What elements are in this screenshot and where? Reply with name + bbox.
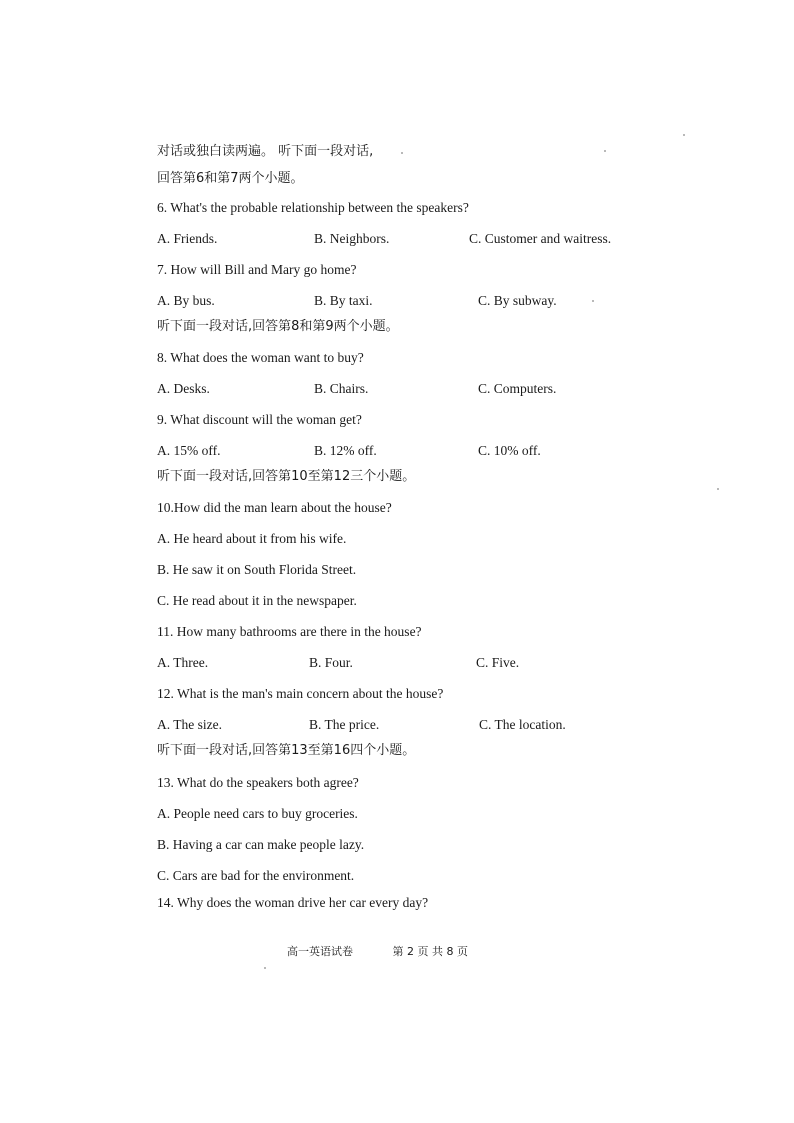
q7-option-a: A. By bus.: [157, 293, 215, 308]
scan-speck: [401, 152, 403, 154]
section-instruction-q6-7: 回答第6和第7两个小题。: [157, 171, 304, 186]
q13-option-b: B. Having a car can make people lazy.: [157, 837, 365, 852]
q8-option-c: C. Computers.: [478, 381, 557, 396]
scan-speck: [717, 488, 719, 490]
page-footer: [287, 943, 474, 959]
question-6: 6. What's the probable relationship between the speakers?: [157, 200, 469, 215]
q7-option-c: C. By subway.: [478, 293, 557, 308]
question-10: 10.How did the man learn about the house?: [157, 500, 392, 515]
q6-option-a: A. Friends.: [157, 231, 218, 246]
section-instruction-q13-16: 听下面一段对话,回答第13至第16四个小题。: [157, 743, 416, 758]
q7-option-b: B. By taxi.: [314, 293, 373, 308]
question-14: 14. Why does the woman drive her car every day?: [157, 895, 429, 910]
q12-option-a: A. The size.: [157, 717, 222, 732]
q13-option-a: A. People need cars to buy groceries.: [157, 806, 358, 821]
q9-option-a: A. 15% off.: [157, 443, 221, 458]
section-instruction-q8-9: 听下面一段对话,回答第8和第9两个小题。: [157, 319, 399, 334]
q6-option-c: C. Customer and waitress.: [469, 231, 612, 246]
question-11: 11. How many bathrooms are there in the house?: [157, 624, 422, 639]
q9-option-c: C. 10% off.: [478, 443, 541, 458]
question-9: 9. What discount will the woman get?: [157, 412, 362, 427]
question-12: 12. What is the man's main concern about the house?: [157, 686, 444, 701]
section-instruction-q10-12: 听下面一段对话,回答第10至第12三个小题。: [157, 469, 416, 484]
q10-option-c: C. He read about it in the newspaper.: [157, 593, 357, 608]
q6-option-b: B. Neighbors.: [314, 231, 390, 246]
q12-option-b: B. The price.: [309, 717, 380, 732]
question-13: 13. What do the speakers both agree?: [157, 775, 359, 790]
q13-option-c: C. Cars are bad for the environment.: [157, 868, 355, 883]
q12-option-c: C. The location.: [479, 717, 566, 732]
q11-option-a: A. Three.: [157, 655, 209, 670]
scan-speck: [592, 300, 594, 302]
section-intro-line: 对话或独白读两遍。 听下面一段对话,: [157, 144, 374, 159]
question-7: 7. How will Bill and Mary go home?: [157, 262, 357, 277]
q11-option-b: B. Four.: [309, 655, 353, 670]
q10-option-a: A. He heard about it from his wife.: [157, 531, 347, 546]
footer-page-number: 第 2 页 共 8 页: [392, 945, 468, 958]
scan-speck: [683, 134, 685, 136]
scan-speck: [604, 150, 606, 152]
footer-title: 高一英语试卷: [287, 945, 353, 958]
q8-option-b: B. Chairs.: [314, 381, 369, 396]
q8-option-a: A. Desks.: [157, 381, 210, 396]
question-8: 8. What does the woman want to buy?: [157, 350, 364, 365]
q10-option-b: B. He saw it on South Florida Street.: [157, 562, 357, 577]
scan-speck: [264, 967, 266, 969]
q9-option-b: B. 12% off.: [314, 443, 377, 458]
q11-option-c: C. Five.: [476, 655, 520, 670]
